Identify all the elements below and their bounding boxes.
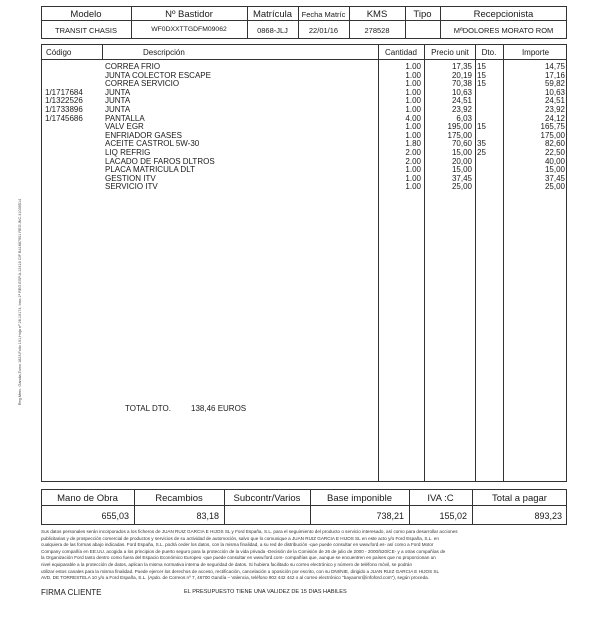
- cell-dto: 25: [477, 148, 486, 157]
- tipo-label: Tipo: [413, 9, 432, 20]
- cell-descripcion: VALV EGR: [105, 122, 144, 132]
- cell-importe: 82,60: [544, 139, 565, 149]
- cell-precio: 15,00: [451, 165, 472, 175]
- modelo-label: Modelo: [70, 9, 102, 20]
- cell-precio: 70,38: [451, 79, 472, 89]
- cell-cantidad: 1.00: [405, 70, 421, 80]
- iva-label: IVA :C: [427, 493, 454, 504]
- col-codigo: Código: [46, 48, 72, 57]
- base-label: Base imponible: [327, 493, 392, 504]
- cell-importe: 175,00: [540, 130, 565, 140]
- cell-dto: 15: [477, 70, 486, 80]
- firma-cliente: FIRMA CLIENTE: [41, 588, 102, 597]
- cell-importe: 40,00: [544, 156, 565, 166]
- modelo-value: TRANSIT CHASIS: [55, 26, 117, 35]
- cell-importe: 10,63: [544, 87, 565, 97]
- col-importe: Importe: [521, 48, 550, 57]
- cell-cantidad: 2.00: [405, 156, 421, 166]
- cell-importe: 25,00: [544, 182, 565, 192]
- cell-precio: 20,19: [451, 70, 472, 80]
- cell-descripcion: LACADO DE FAROS DLTROS: [105, 156, 215, 166]
- cell-codigo: 1/1717684: [45, 87, 83, 97]
- cell-cantidad: 1.00: [405, 130, 421, 140]
- cell-cantidad: 1.00: [405, 105, 421, 114]
- cell-descripcion: JUNTA: [105, 105, 131, 114]
- cell-cantidad: 1.00: [405, 96, 421, 106]
- col-precio: Precio unit: [431, 48, 469, 57]
- cell-importe: 24,51: [544, 96, 565, 106]
- total-label: Total a pagar: [492, 493, 547, 504]
- recepcionista-value: MªDOLORES MORATO ROM: [453, 26, 554, 35]
- cell-dto: 15: [477, 122, 486, 132]
- cell-importe: 17,16: [544, 70, 565, 80]
- cell-descripcion: LIQ REFRIG: [105, 148, 151, 157]
- cell-cantidad: 1.00: [405, 79, 421, 89]
- fecha-value: 22/01/16: [308, 26, 339, 35]
- validez-note: EL PRESUPUESTO TIENE UNA VALIDEZ DE 15 DIAS HABILES: [184, 589, 347, 595]
- cell-dto: 35: [477, 139, 486, 149]
- cell-codigo: 1/1733896: [45, 105, 83, 114]
- cell-cantidad: 2.00: [405, 148, 421, 157]
- bastidor-label: Nº Bastidor: [165, 9, 213, 20]
- cell-descripcion: ENFRIADOR GASES: [105, 130, 182, 140]
- cell-descripcion: CORREA FRIO: [105, 62, 161, 71]
- recepcionista-label: Recepcionista: [473, 9, 534, 20]
- mano-obra-label: Mano de Obra: [57, 493, 118, 504]
- cell-importe: 23,92: [544, 105, 565, 114]
- cell-precio: 10,63: [451, 87, 472, 97]
- cell-importe: 14,75: [544, 62, 565, 71]
- matricula-value: 0868-JLJ: [257, 26, 288, 35]
- cell-cantidad: 1.80: [405, 139, 421, 149]
- cell-descripcion: JUNTA: [105, 87, 131, 97]
- cell-precio: 15,00: [451, 148, 472, 157]
- cell-cantidad: 4.00: [405, 113, 421, 123]
- subcontr-label: Subcontr/Varios: [233, 493, 301, 504]
- cell-dto: 15: [477, 79, 486, 89]
- cell-codigo: 1/1322526: [45, 96, 83, 106]
- cell-descripcion: SERVICIO ITV: [105, 182, 158, 192]
- cell-cantidad: 1.00: [405, 165, 421, 175]
- cell-descripcion: ACEITE CASTROL 5W-30: [105, 139, 200, 149]
- cell-codigo: 1/1745686: [45, 113, 83, 123]
- cell-descripcion: JUNTA COLECTOR ESCAPE: [105, 70, 211, 80]
- cell-precio: 6,03: [456, 113, 472, 123]
- recambios-label: Recambios: [155, 493, 203, 504]
- cell-importe: 59,82: [544, 79, 565, 89]
- cell-cantidad: 1.00: [405, 173, 421, 183]
- cell-precio: 37,45: [451, 173, 472, 183]
- col-descripcion: Descripción: [143, 48, 185, 57]
- kms-value: 278528: [364, 26, 390, 35]
- cell-importe: 22,50: [544, 148, 565, 157]
- cell-precio: 25,00: [451, 182, 472, 192]
- mano-obra-value: 655,03: [101, 511, 129, 521]
- cell-precio: 20,00: [451, 156, 472, 166]
- total-value: 893,23: [534, 511, 562, 521]
- cell-descripcion: GESTION ITV: [105, 173, 156, 183]
- cell-precio: 70,60: [451, 139, 472, 149]
- bastidor-value: WF0DXXTTGDFM09062: [151, 26, 227, 33]
- cell-descripcion: PANTALLA: [105, 113, 145, 123]
- fecha-label: Fecha Matríc: [301, 10, 346, 19]
- cell-cantidad: 1.00: [405, 62, 421, 71]
- cell-descripcion: JUNTA: [105, 96, 131, 106]
- base-value: 738,21: [376, 511, 404, 521]
- cell-descripcion: PLACA MATRICULA DLT: [105, 165, 195, 175]
- matricula-label: Matrícula: [252, 9, 293, 20]
- registry-note: Reg.Merc. Gandia,Tomo 1823,Folio 101,Hoja nº 26.10174, Insc.1ª REG.ESP.A.12416 CIF B41867901 REG.INC.41039514: [18, 198, 22, 406]
- privacy-notice: Sus datos personales serán incorporados a los ficheros de JUAN RUIZ GARCIA E HIJOS SL y Ford España, S.L. para el seguimiento del producto o servicio interesado, así como para desarrollar acciones publicitarias y de prospección comercial de productos y servicios de su actividad de automoción, salvo que lo comunique a JUAN RUIZ GARCIA E HIJOS SL en este acto y/o Ford España, S.L. en cualquiera de las formas abajo indicadas. Ford España, S.L. podrá ceder los datos, con la misma finalidad, a su red de distribución -que puede consultar en www.ford.es- así como a Ford Motor Company compañía en EE.UU. acogida a los principios de puerto seguro para la protección de la vida privada -Decisión de la Comisión de 26 de julio de 2000 - 2000/520/CE- y a otras compañías de la Organización Ford tanto dentro como fuera del Espacio Económico Europeo -que puede consultar en www.ford.com- compañías que, aunque se encuentren en países que no proporcionan un nivel equiparable a la protección de datos, aplican la misma normativa interna de seguridad de datos. Si hubiera facilitado su correo electrónico y número de teléfono móvil, se podrán utilizar estos canales para la misma finalidad. Puede ejercer los derechos de acceso, rectificación, cancelación u oposición por escrito, con su DNI/NIE, dirigido a JUAN RUIZ GARCIA E HIJOS SL AVD. DE TORRESTELA 10 y/o a Ford España, S.L. (Apdo. de Correos nº 7, 46700 Gandía – Valencia, teléfono 902 442 442 o al correo electrónico "bayaomr@infoford.com"), según proceda.: [41, 529, 458, 581]
- cell-importe: 24,12: [544, 113, 565, 123]
- cell-precio: 175,00: [447, 130, 472, 140]
- cell-precio: 195,00: [447, 122, 472, 132]
- kms-label: KMS: [366, 9, 388, 20]
- col-cantidad: Cantidad: [384, 48, 418, 57]
- cell-importe: 37,45: [544, 173, 565, 183]
- cell-importe: 165,75: [540, 122, 565, 132]
- cell-importe: 15,00: [544, 165, 565, 175]
- cell-cantidad: 1.00: [405, 122, 421, 132]
- cell-precio: 17,35: [451, 62, 472, 71]
- recambios-value: 83,18: [196, 511, 219, 521]
- col-dto: Dto.: [481, 48, 497, 57]
- total-dto-label: TOTAL DTO.: [125, 404, 171, 413]
- cell-cantidad: 1.00: [405, 87, 421, 97]
- cell-precio: 23,92: [451, 105, 472, 114]
- cell-precio: 24,51: [451, 96, 472, 106]
- cell-descripcion: CORREA SERVICIO: [105, 79, 180, 89]
- cell-dto: 15: [477, 62, 486, 71]
- iva-value: 155,02: [439, 511, 467, 521]
- total-dto-value: 138,46 EUROS: [191, 404, 247, 413]
- cell-cantidad: 1.00: [405, 182, 421, 192]
